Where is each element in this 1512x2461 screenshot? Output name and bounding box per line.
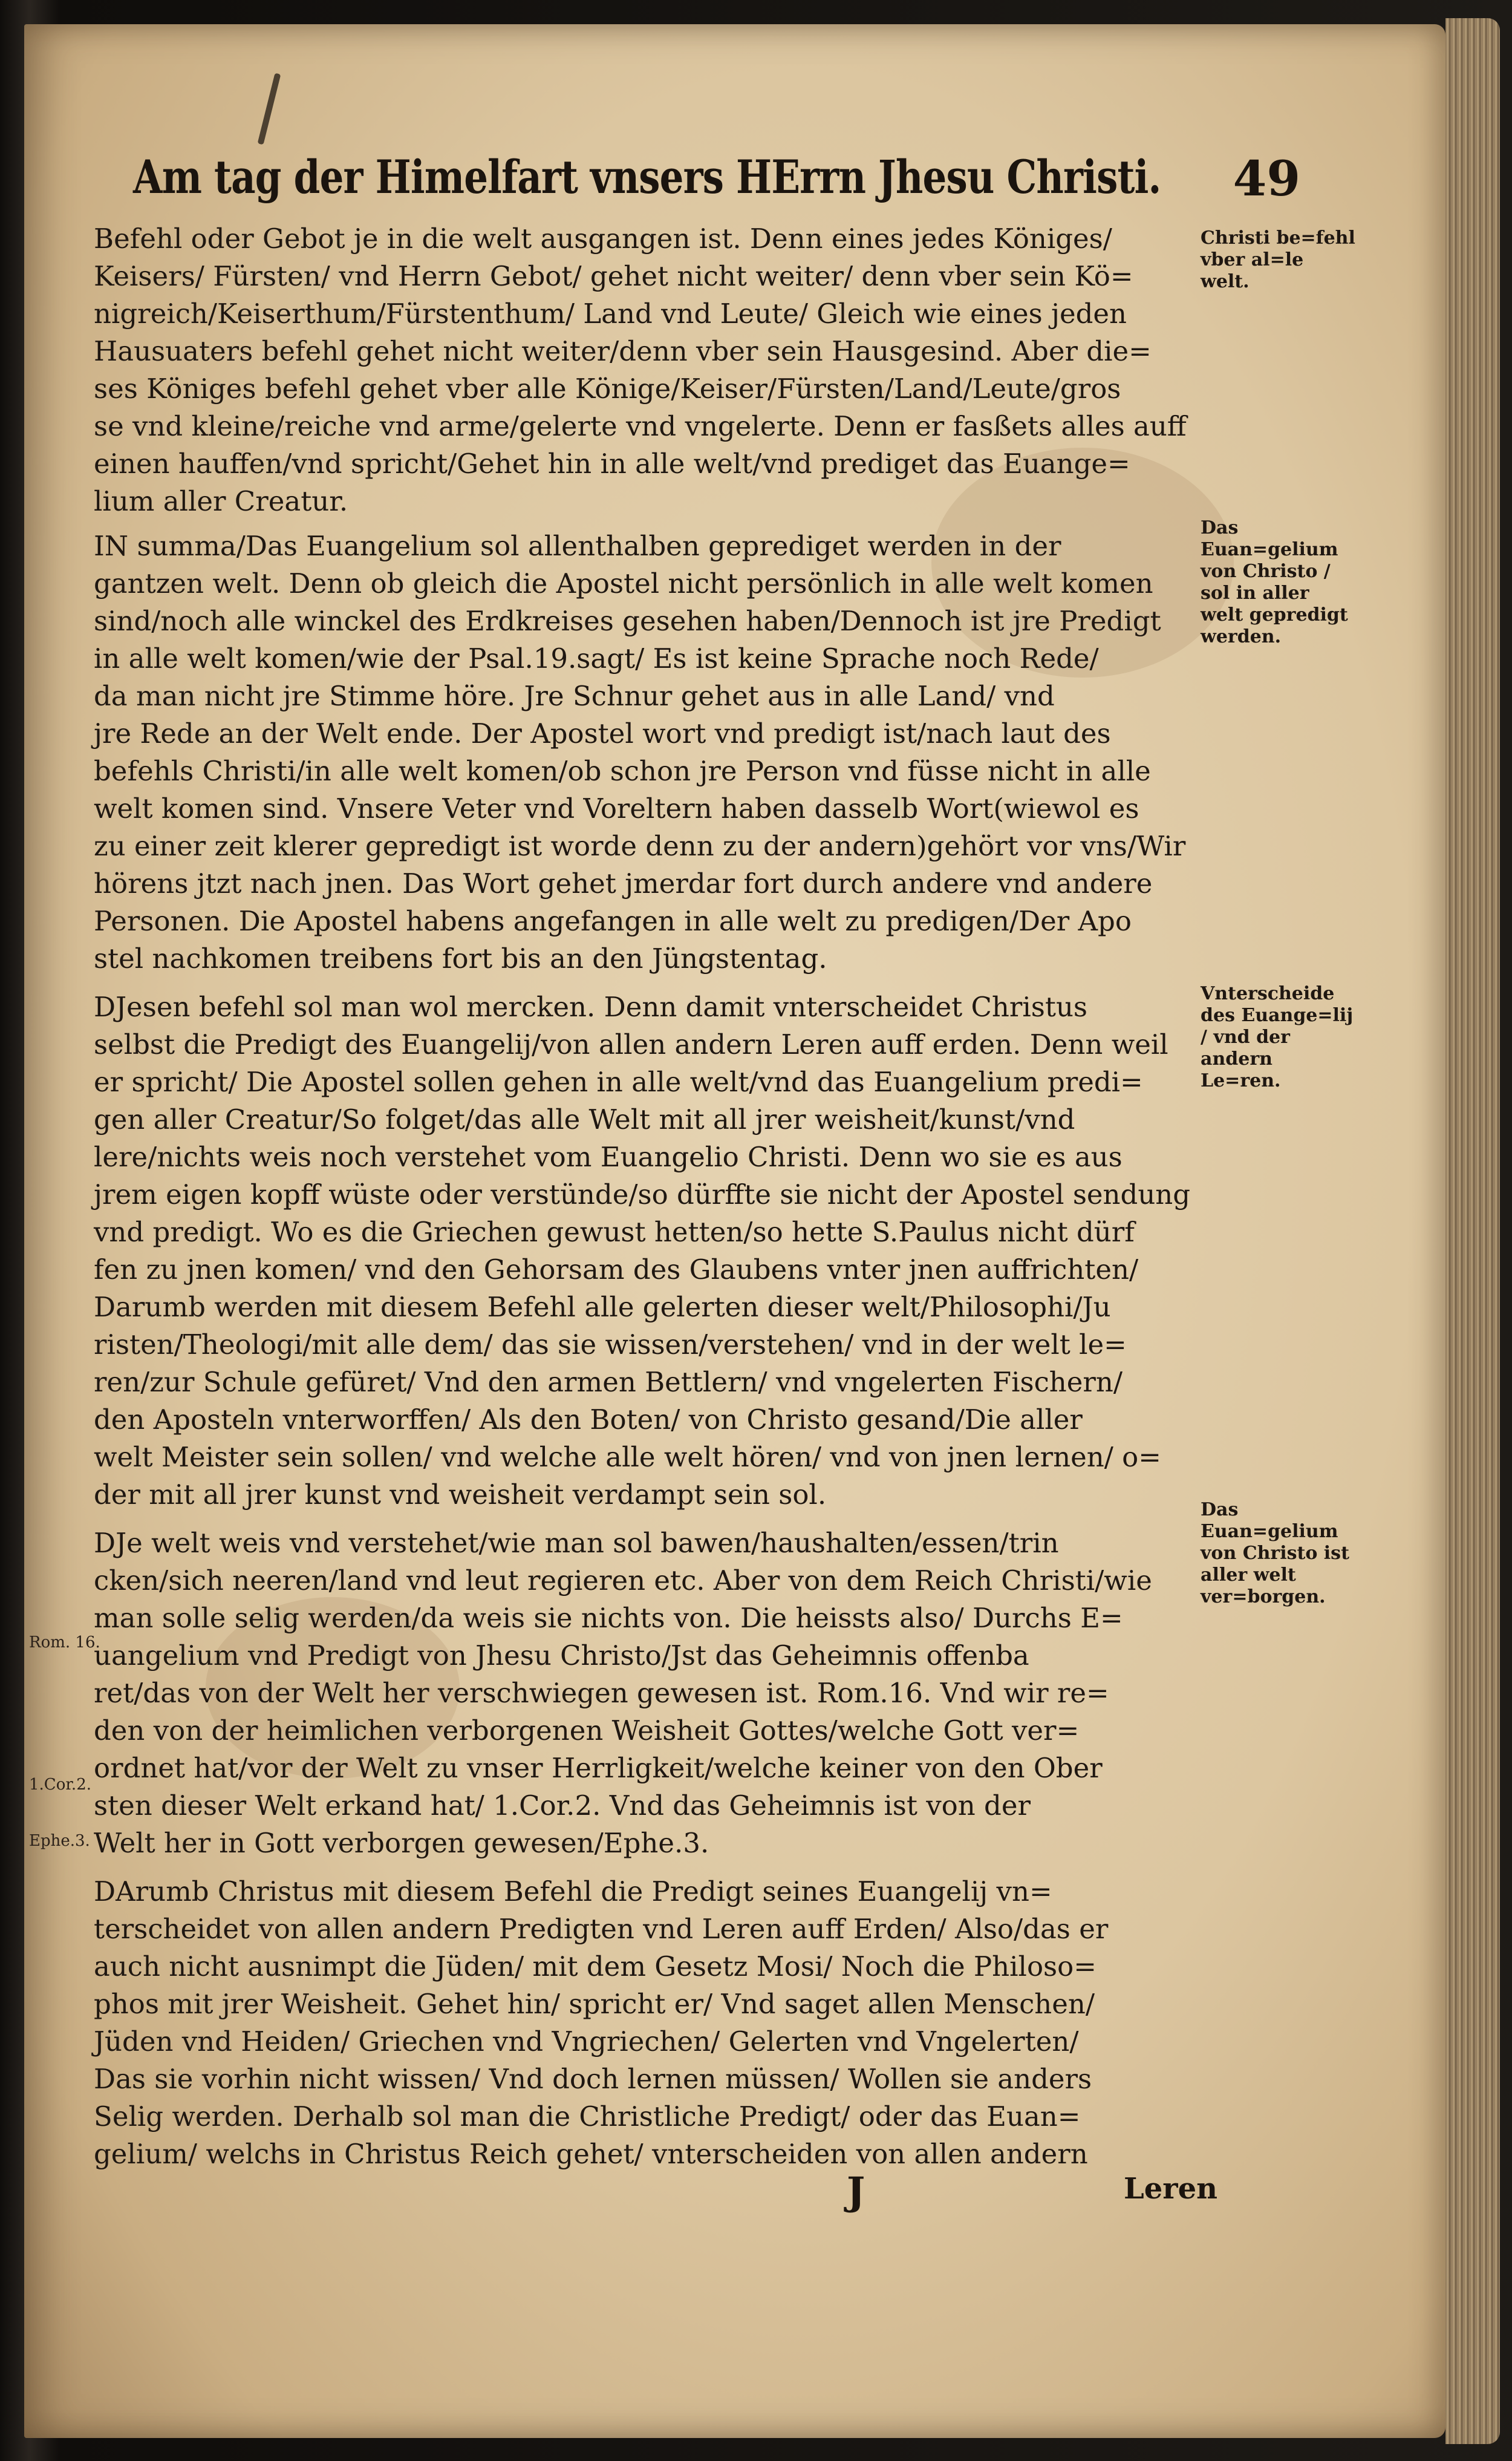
catchword: Leren: [1124, 2172, 1218, 2206]
text-line: Welt her in Gott verborgen gewesen/Ephe.3.: [94, 1827, 709, 1859]
text-line: IN summa/Das Euangelium sol allenthalben geprediget werden in der: [94, 530, 1061, 562]
text-line: nigreich/Keiserthum/Fürstenthum/ Land vnd Leute/ Gleich wie eines jeden: [94, 298, 1127, 330]
text-line: welt Meister sein sollen/ vnd welche alle welt hören/ vnd von jnen lernen/ o=: [94, 1441, 1161, 1473]
text-line: jrem eigen kopff wüste oder verstünde/so dürffte sie nicht der Apostel sendung: [94, 1178, 1191, 1211]
text-line: hörens jtzt nach jnen. Das Wort gehet jmerdar fort durch andere vnd andere: [94, 868, 1153, 900]
text-line: Befehl oder Gebot je in die welt ausgangen ist. Denn eines jedes Königes/: [94, 223, 1112, 255]
signature-mark: J: [847, 2169, 865, 2214]
text-line: auch nicht ausnimpt die Jüden/ mit dem Gesetz Mosi/ Noch die Philoso=: [94, 1950, 1097, 1982]
text-line: den von der heimlichen verborgenen Weisheit Gottes/welche Gott ver=: [94, 1714, 1080, 1747]
main-text-block: [94, 221, 1207, 2368]
text-line: stel nachkomen treibens fort bis an den Jüngstentag.: [94, 943, 827, 975]
text-line: zu einer zeit klerer gepredigt ist worde denn zu der andern)gehört vor vns/Wir: [94, 830, 1186, 862]
text-line: terscheidet von allen andern Predigten vnd Leren auff Erden/ Also/das er: [94, 1913, 1109, 1945]
text-line: ses Königes befehl gehet vber alle Könige/Keiser/Fürsten/Land/Leute/gros: [94, 373, 1121, 405]
text-line: ret/das von der Welt her verschwiegen gewesen ist. Rom.16. Vnd wir re=: [94, 1677, 1109, 1709]
text-line: man solle selig werden/da weis sie nichts von. Die heissts also/ Durchs E=: [94, 1602, 1123, 1634]
text-line: Jüden vnd Heiden/ Griechen vnd Vngriechen/ Gelerten vnd Vngelerten/: [94, 2025, 1079, 2057]
text-line: Das sie vorhin nicht wissen/ Vnd doch lernen müssen/ Wollen sie anders: [94, 2063, 1092, 2095]
text-line: ordnet hat/vor der Welt zu vnser Herrligkeit/welche keiner von den Ober: [94, 1752, 1103, 1784]
text-line: einen hauffen/vnd spricht/Gehet hin in alle welt/vnd prediget das Euange=: [94, 448, 1130, 480]
text-line: se vnd kleine/reiche vnd arme/gelerte vnd vngelerte. Denn er fasßets alles auff: [94, 410, 1187, 442]
page-number: 49: [1233, 150, 1300, 207]
text-line: gantzen welt. Denn ob gleich die Apostel nicht persönlich in alle welt komen: [94, 567, 1153, 600]
text-line: er spricht/ Die Apostel sollen gehen in alle welt/vnd das Euangelium predi=: [94, 1066, 1143, 1098]
margin-note: Das Euan=gelium von Christo ist aller welt ver=borgen.: [1201, 1499, 1349, 1607]
left-reference: Ephe.3.: [29, 1832, 90, 1850]
left-reference: Rom. 16.: [29, 1633, 100, 1652]
text-line: fen zu jnen komen/ vnd den Gehorsam des Glaubens vnter jnen auffrichten/: [94, 1253, 1139, 1286]
text-line: lium aller Creatur.: [94, 485, 348, 517]
text-line: DArumb Christus mit diesem Befehl die Predigt seines Euangelij vn=: [94, 1875, 1052, 1907]
text-line: selbst die Predigt des Euangelij/von allen andern Leren auff erden. Denn weil: [94, 1028, 1168, 1061]
text-line: Personen. Die Apostel habens angefangen in alle welt zu predigen/Der Apo: [94, 905, 1132, 937]
text-line: phos mit jrer Weisheit. Gehet hin/ spricht er/ Vnd saget allen Menschen/: [94, 1988, 1095, 2020]
left-reference: 1.Cor.2.: [29, 1776, 91, 1794]
page-header: [121, 150, 1300, 217]
text-line: sten dieser Welt erkand hat/ 1.Cor.2. Vnd das Geheimnis ist von der: [94, 1789, 1031, 1822]
margin-note: Christi be=fehl vber al=le welt.: [1201, 227, 1355, 292]
text-line: uangelium vnd Predigt von Jhesu Christo/Jst das Geheimnis offenba: [94, 1639, 1029, 1672]
margin-note: Vnterscheide des Euange=lij / vnd der andern Le=ren.: [1201, 983, 1354, 1091]
running-title: Am tag der Himelfart vnsers HErrn Jhesu Christi.: [133, 150, 1161, 204]
text-line: befehls Christi/in alle welt komen/ob schon jre Person vnd füsse nicht in alle: [94, 755, 1151, 787]
text-line: gelium/ welchs in Christus Reich gehet/ vnterscheiden von allen andern: [94, 2138, 1088, 2170]
text-line: Keisers/ Fürsten/ vnd Herrn Gebot/ gehet nicht weiter/ denn vber sein Kö=: [94, 260, 1133, 292]
margin-note: Das Euan=gelium von Christo / sol in aller welt gepredigt werden.: [1201, 517, 1348, 647]
text-line: welt komen sind. Vnsere Veter vnd Voreltern haben dasselb Wort(wiewol es: [94, 793, 1139, 825]
text-line: da man nicht jre Stimme höre. Jre Schnur gehet aus in alle Land/ vnd: [94, 680, 1055, 712]
text-line: Darumb werden mit diesem Befehl alle gelerten dieser welt/Philosophi/Ju: [94, 1291, 1111, 1323]
text-line: DJesen befehl sol man wol mercken. Denn damit vnterscheidet Christus: [94, 991, 1088, 1023]
book-page-edges: [1445, 18, 1500, 2444]
text-line: Selig werden. Derhalb sol man die Christliche Predigt/ oder das Euan=: [94, 2100, 1081, 2133]
text-line: jre Rede an der Welt ende. Der Apostel wort vnd predigt ist/nach laut des: [94, 717, 1111, 750]
text-line: lere/nichts weis noch verstehet vom Euangelio Christi. Denn wo sie es aus: [94, 1141, 1123, 1173]
text-line: DJe welt weis vnd verstehet/wie man sol bawen/haushalten/essen/trin: [94, 1527, 1059, 1559]
text-line: cken/sich neeren/land vnd leut regieren etc. Aber von dem Reich Christi/wie: [94, 1564, 1152, 1597]
text-line: vnd predigt. Wo es die Griechen gewust hetten/so hette S.Paulus nicht dürf: [94, 1216, 1135, 1248]
text-line: Hausuaters befehl gehet nicht weiter/denn vber sein Hausgesind. Aber die=: [94, 335, 1152, 367]
text-line: gen aller Creatur/So folget/das alle Welt mit all jrer weisheit/kunst/vnd: [94, 1103, 1075, 1136]
text-line: der mit all jrer kunst vnd weisheit verdampt sein sol.: [94, 1479, 827, 1511]
text-line: sind/noch alle winckel des Erdkreises gesehen haben/Dennoch ist jre Predigt: [94, 605, 1161, 637]
text-line: risten/Theologi/mit alle dem/ das sie wissen/verstehen/ vnd in der welt le=: [94, 1329, 1127, 1361]
text-line: den Aposteln vnterworffen/ Als den Boten/ von Christo gesand/Die aller: [94, 1404, 1083, 1436]
text-line: ren/zur Schule gefüret/ Vnd den armen Bettlern/ vnd vngelerten Fischern/: [94, 1366, 1123, 1398]
text-line: in alle welt komen/wie der Psal.19.sagt/ Es ist keine Sprache noch Rede/: [94, 642, 1099, 675]
